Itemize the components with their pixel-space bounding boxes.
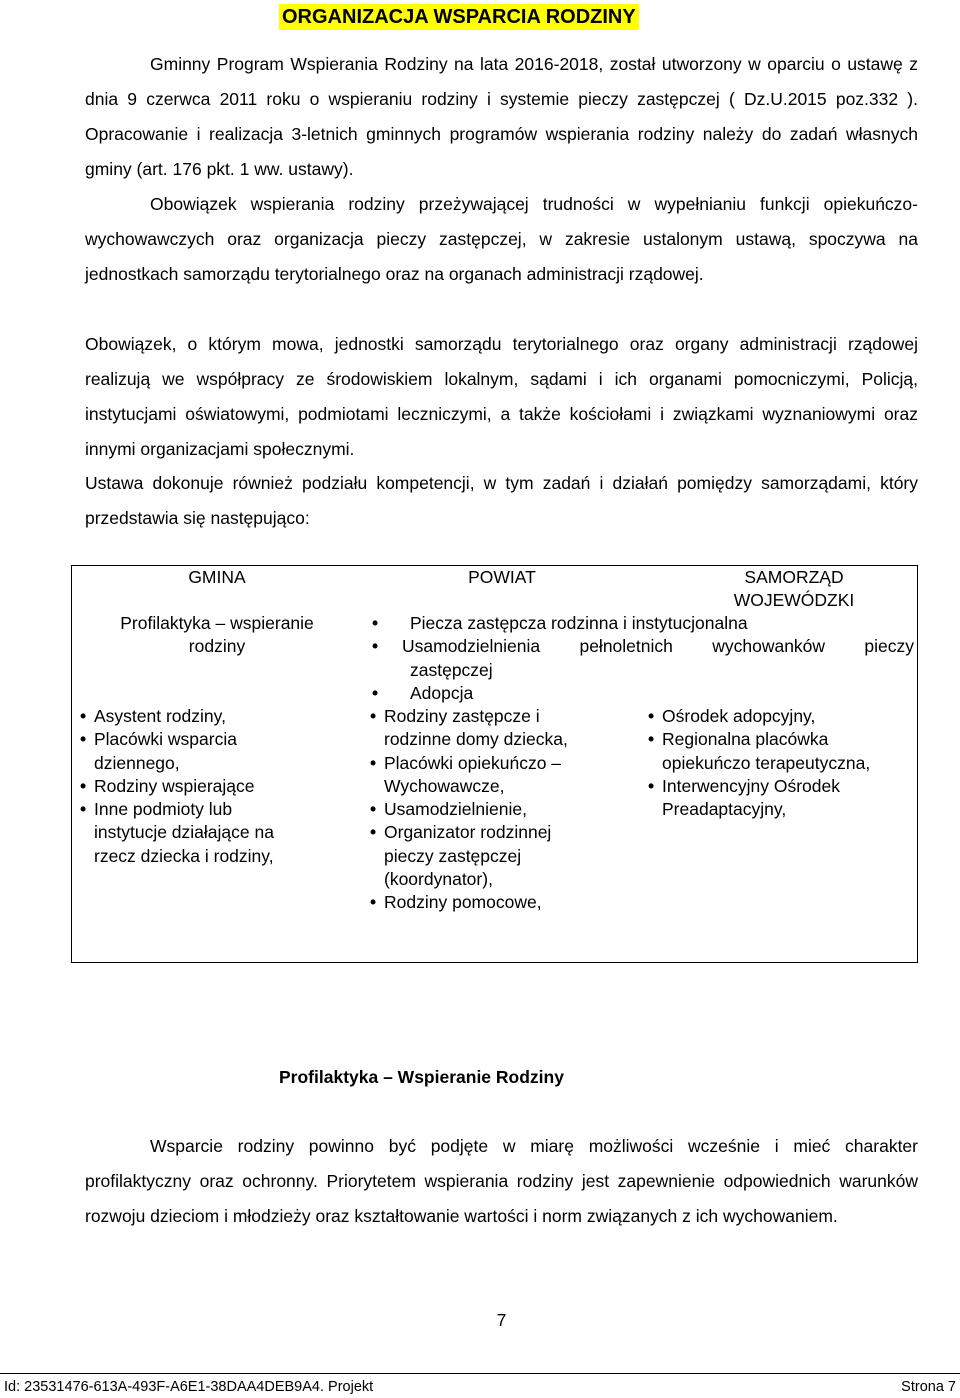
powiat-item-1-line1: • Rodziny zastępcze i bbox=[384, 706, 540, 726]
section-heading: Profilaktyka – Wspieranie Rodziny bbox=[279, 1067, 564, 1087]
obligation-paragraph: Obowiązek wspierania rodziny przeżywającej trudności w wypełnianiu funkcji opiekuńczo-wychowawczych oraz organizacja pieczy zastępczej, w zakresie ustalonym ustawą, spoczywa na jednostkach samorządu terytorialnego oraz na organach administracji rządowej. bbox=[85, 194, 918, 284]
gmina-item-3: • Rodziny wspierające bbox=[94, 775, 255, 796]
samorzad-item-3-line2: Preadaptacyjny, bbox=[662, 799, 787, 820]
powiat-task-3: • Adopcja bbox=[410, 682, 474, 703]
cooperation-paragraph: Obowiązek, o którym mowa, jednostki samorządu terytorialnego oraz organy administracji rządowej realizują we współpracy ze środowiskiem lokalnym, sądami i ich organami pomocniczymi, Policją, instytucjami oświatowymi, podmiotami leczniczymi, a także kościołami i związkami wyznaniowymi oraz innymi organizacjami społecznymi. bbox=[85, 334, 918, 459]
header-powiat: POWIAT bbox=[468, 567, 536, 587]
list-item bbox=[72, 728, 347, 775]
list-item bbox=[362, 752, 652, 799]
powiat-task-1: • Piecza zastępcza rodzinna i instytucjonalna bbox=[410, 613, 748, 633]
samorzad-item-3-line1: • Interwencyjny Ośrodek bbox=[662, 775, 840, 796]
gmina-item-2-line1: • Placówki wsparcia bbox=[94, 729, 237, 750]
footer-page-label: Strona 7 bbox=[901, 1379, 956, 1395]
powiat-task-2-line1: • Usamodzielnienia pełnoletnich wychowanków pieczy bbox=[402, 636, 914, 657]
header-samorzad bbox=[684, 566, 904, 613]
samorzad-item-1: • Ośrodek adopcyjny, bbox=[662, 706, 816, 726]
powiat-item-1-line2: rodzinne domy dziecka, bbox=[384, 729, 568, 750]
profilaktyka-line1: Profilaktyka – wspieranie bbox=[120, 613, 314, 633]
list-item bbox=[72, 798, 347, 868]
samorzad-item-2-line2: opiekuńczo terapeutyczna, bbox=[662, 752, 871, 773]
page-title: ORGANIZACJA WSPARCIA RODZINY bbox=[279, 4, 639, 30]
profilaktyka-label bbox=[72, 612, 362, 659]
powiat-item-4-line3: (koordynator), bbox=[384, 869, 493, 890]
samorzad-items bbox=[640, 705, 918, 821]
powiat-item-3: • Usamodzielnienie, bbox=[384, 799, 527, 820]
gmina-item-2-line2: dziennego, bbox=[94, 752, 180, 773]
list-item bbox=[362, 821, 652, 891]
footer-divider bbox=[0, 1373, 960, 1374]
gmina-item-4-line2: instytucje działające na bbox=[94, 822, 274, 843]
list-item bbox=[72, 705, 347, 728]
powiat-task-2-line2: zastępczej bbox=[410, 659, 493, 680]
page-number: 7 bbox=[496, 1310, 507, 1330]
profilaktyka-line2: rodziny bbox=[188, 636, 246, 657]
competence-intro-paragraph: Ustawa dokonuje również podziału kompetencji, w tym zadań i działań pomiędzy samorządami, który przedstawia się następująco: bbox=[85, 473, 918, 528]
gmina-item-4-line3: rzecz dziecka i rodziny, bbox=[94, 845, 274, 866]
list-item bbox=[640, 705, 918, 728]
powiat-items bbox=[362, 705, 652, 915]
powiat-item-2-line2: Wychowawcze, bbox=[384, 775, 505, 796]
samorzad-item-2-line1: • Regionalna placówka bbox=[662, 729, 829, 750]
competence-table bbox=[71, 565, 918, 963]
list-item bbox=[362, 682, 914, 705]
powiat-item-4-line2: pieczy zastępczej bbox=[384, 845, 522, 866]
intro-paragraph: Gminny Program Wspierania Rodziny na lata 2016-2018, został utworzony w oparciu o ustawę z dnia 9 czerwca 2011 roku o wspieraniu rodziny i systemie pieczy zastępczej ( Dz.U.2015 poz.332 ). Opracowanie i realizacja 3-letnich gminnych programów wspierania rodziny należy do zadań własnych gminy (art. 176 pkt. 1 ww. ustawy). bbox=[85, 54, 918, 179]
powiat-item-5: • Rodziny pomocowe, bbox=[384, 892, 542, 913]
list-item bbox=[72, 775, 347, 798]
list-item bbox=[640, 775, 918, 822]
powiat-item-4-line1: • Organizator rodzinnej bbox=[384, 822, 552, 843]
list-item bbox=[362, 612, 914, 635]
list-item bbox=[362, 891, 652, 914]
list-item bbox=[640, 728, 918, 775]
section-paragraph: Wsparcie rodziny powinno być podjęte w miarę możliwości wcześnie i mieć charakter profilaktyczny oraz ochronny. Priorytetem wspierania rodziny jest zapewnienie odpowiednich warunków rozwoju dzieciom i młodzieży oraz kształtowanie wartości i norm związanych z ich wychowaniem. bbox=[85, 1136, 918, 1226]
gmina-item-1: • Asystent rodziny, bbox=[94, 706, 226, 726]
header-samorzad-line2: WOJEWÓDZKI bbox=[733, 590, 855, 611]
list-item bbox=[362, 705, 652, 752]
gmina-item-4-line1: • Inne podmioty lub bbox=[94, 799, 233, 820]
list-item bbox=[362, 635, 914, 682]
powiat-item-2-line1: • Placówki opiekuńczo – bbox=[384, 752, 562, 773]
header-samorzad-line1: SAMORZĄD bbox=[744, 567, 844, 587]
footer-document-id: Id: 23531476-613A-493F-A6E1-38DAA4DEB9A4. Projekt bbox=[4, 1379, 374, 1395]
header-gmina: GMINA bbox=[188, 567, 246, 587]
list-item bbox=[362, 798, 652, 821]
gmina-items bbox=[72, 705, 347, 868]
powiat-main-tasks bbox=[362, 612, 914, 705]
